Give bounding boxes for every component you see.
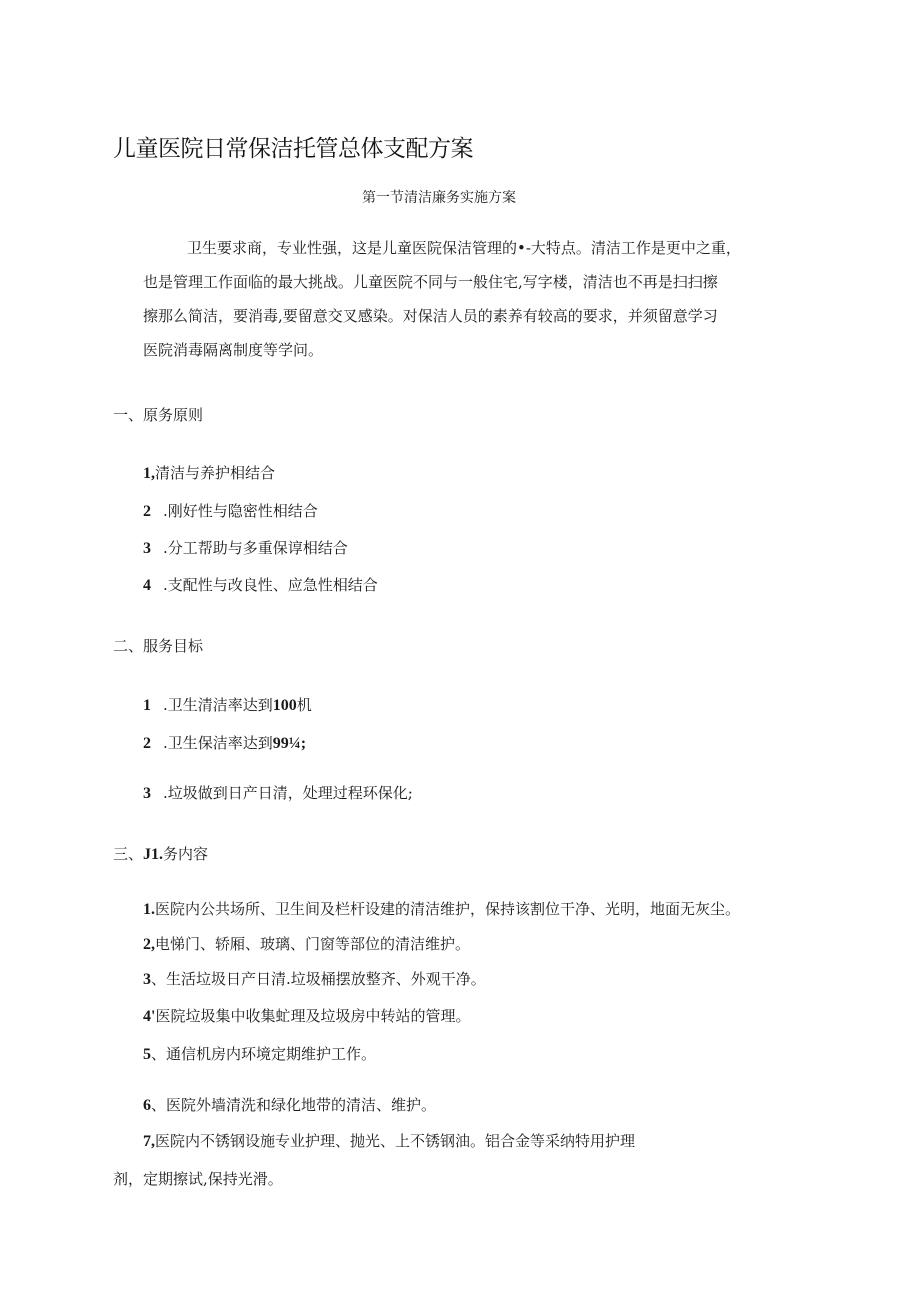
item-number: 3	[143, 540, 151, 557]
intro-line-4: 医院消毒隔离制度等学问。	[143, 341, 324, 359]
item-number: 7,	[143, 1133, 155, 1150]
item-text: .卫生清洁率达到	[163, 696, 273, 714]
list-item	[143, 898, 740, 919]
list-item	[143, 1043, 376, 1064]
item-text-suffix: 机	[296, 696, 312, 714]
list-item	[143, 782, 413, 803]
item-text: .垃圾做到日产日清，处理过程环保化;	[163, 784, 413, 802]
list-item	[143, 537, 348, 558]
heading-bold: J1.	[143, 846, 164, 863]
item-number: 2,	[143, 936, 155, 953]
item-number: 5	[143, 1046, 151, 1063]
section2-heading: 二、服务目标	[113, 637, 204, 655]
item-text: 清洁与养护相结合	[155, 464, 276, 482]
item-number: 1,	[143, 465, 155, 482]
section3-heading	[113, 843, 208, 864]
list-item	[143, 694, 312, 715]
list-item	[143, 462, 275, 483]
intro-line-1: 卫生要求商，专业性强，这是儿童医院保洁管理的•-大特点。清洁工作是更中之重，	[187, 239, 741, 257]
item-number: 4'	[143, 1008, 156, 1025]
item-text: .分工帮助与多重保谆相结合	[163, 539, 348, 557]
list-item	[143, 933, 470, 954]
item-text: 电悌门、轿厢、玻璃、门窗等部位的清洁维护。	[155, 935, 471, 953]
heading-suffix: 务内容	[163, 845, 209, 863]
intro-line-3: 擦那么简洁，要消毒,要留意交叉感染。对保洁人员的素养有较高的要求，并须留意学习	[143, 307, 718, 325]
section-title: 第一节清洁廉务实施方案	[362, 190, 516, 206]
item-text: 、医院外墙清洗和绿化地带的清洁、维护。	[151, 1096, 437, 1114]
heading-prefix: 三、	[113, 845, 144, 863]
item-number: 2	[143, 503, 151, 520]
list-item	[143, 574, 378, 595]
item-number: 3	[143, 785, 151, 802]
item-number: 6	[143, 1097, 151, 1114]
list-item	[143, 732, 306, 753]
item-number: 1	[143, 697, 151, 714]
intro-line-2: 也是管理工作面临的最大挑战。儿童医院不同与一般住宅,写字楼，清洁也不再是扫扫擦	[143, 273, 718, 291]
item-number: 2	[143, 735, 151, 752]
item-number: 1.	[143, 901, 155, 918]
item-text: .刚好性与隐密性相结合	[163, 502, 318, 520]
item-text: 、通信机房内环境定期维护工作。	[151, 1045, 377, 1063]
item-text: 医院垃圾集中收集虻理及垃圾房中转站的管理。	[155, 1007, 471, 1025]
list-item	[143, 968, 486, 989]
item-value: 100	[272, 697, 297, 714]
list-item	[143, 500, 318, 521]
section1-heading: 一、原务原则	[113, 406, 204, 424]
list-item	[143, 1130, 635, 1151]
item-number: 3	[143, 971, 151, 988]
list-item	[143, 1094, 436, 1115]
list-item	[143, 1005, 470, 1026]
document-title: 儿童医院日常保洁托管总体支配方案	[113, 136, 473, 162]
list-item-continuation: 剂，定期擦试,保持光滑。	[113, 1170, 283, 1188]
item-text: .卫生保洁率达到	[163, 734, 273, 752]
item-text: 医院内公共场所、卫生间及栏杆设建的清洁维护，保持该割位干净、光明，地面无灰尘。	[155, 900, 741, 918]
item-text: 、生活垃圾日产日清.垃圾桶摆放整齐、外观干净。	[151, 970, 486, 988]
item-text: 医院内不锈钢设施专业护理、抛光、上不锈钢油。铝合金等采纳特用护理	[155, 1132, 636, 1150]
item-value: 99¼;	[272, 735, 307, 752]
item-text: .支配性与改良性、应急性相结合	[163, 576, 378, 594]
item-number: 4	[143, 577, 151, 594]
